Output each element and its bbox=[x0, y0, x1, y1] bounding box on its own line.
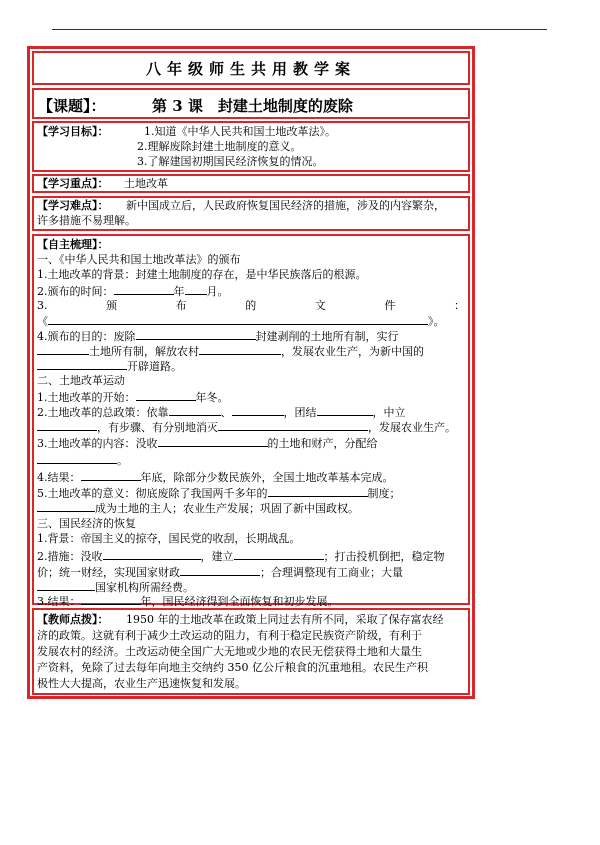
learning-goals bbox=[32, 121, 470, 172]
difficulty-text: 许多措施不易理解。 bbox=[37, 214, 136, 227]
section-heading: 二、土地改革运动 bbox=[37, 374, 125, 387]
review-line: 国家机构所需经费。 bbox=[37, 579, 194, 595]
tip-line: 1950 年的土地改革在政策上同过去有所不同，采取了保存富农经 bbox=[126, 613, 444, 626]
review-line: 3.土地改革的内容：没收 的土地和财产，分配给 bbox=[37, 437, 378, 450]
goal-item: 3.了解建国初期国民经济恢复的情况。 bbox=[137, 155, 324, 168]
review-line: 4.颁布的目的：废除 封建剥削的土地所有制，实行 bbox=[37, 330, 399, 343]
review-line: 土地所有制，解放农村 ，发展农业生产，为新中国的 bbox=[37, 343, 424, 359]
lesson-title: 第 3 课 封建土地制度的废除 bbox=[152, 97, 353, 115]
review-line: 1.背景：帝国主义的掠夺，国民党的收刮，长期战乱。 bbox=[37, 532, 301, 545]
document-title: 八年级师生共用教学案 bbox=[32, 51, 470, 85]
review-line: 1.土地改革的开始： 年冬。 bbox=[37, 391, 229, 404]
review-label: 【自主梳理】： bbox=[37, 238, 109, 251]
review-line: 1.土地改革的背景：封建土地制度的存在，是中华民族落后的根源。 bbox=[37, 268, 367, 281]
focus-text: 土地改革 bbox=[124, 177, 168, 190]
focus-label: 【学习重点】： bbox=[37, 177, 109, 190]
goal-item: 1.知道《中华人民共和国土地改革法》。 bbox=[144, 125, 336, 138]
tip-label: 【教师点拨】： bbox=[37, 613, 109, 626]
tip-line: 济的政策。这就有利于减少土改运动的阻力，有利于稳定民族资产阶级，有利于 bbox=[37, 629, 422, 642]
lesson-tag: 【课题】： bbox=[38, 97, 106, 115]
review-line: ，有步骤、有分别地消灭 ，发展农业生产。 bbox=[37, 419, 456, 435]
review-line: 2.土地改革的总政策：依靠 、 ，团结 ，中立 bbox=[37, 406, 406, 419]
section-heading: 一、《中华人民共和国土地改革法》的颁布 bbox=[37, 253, 241, 266]
section-heading: 三、国民经济的恢复 bbox=[37, 517, 136, 530]
learning-focus bbox=[32, 174, 470, 193]
self-review bbox=[32, 234, 470, 608]
review-line: 价；统一财经，实现国家财政 ；合理调整现有工商业；大量 bbox=[37, 566, 403, 579]
review-line: 3. 颁 布 的 文 件 ： bbox=[37, 299, 465, 312]
goal-item: 2.理解废除封建土地制度的意义。 bbox=[137, 140, 302, 153]
lesson-heading bbox=[32, 88, 470, 119]
goals-label: 【学习目标】： bbox=[37, 125, 109, 138]
tip-line: 产资料，免除了过去每年向地主交纳约 350 亿公斤粮食的沉重地租。农民生产积 bbox=[37, 661, 428, 674]
review-line: 《 》。 bbox=[37, 315, 445, 328]
tip-line: 极性大大提高，农业生产迅速恢复和发展。 bbox=[37, 677, 246, 690]
review-line: 。 bbox=[37, 452, 128, 468]
difficulty-text: 新中国成立后，人民政府恢复国民经济的措施，涉及的内容繁杂， bbox=[126, 199, 445, 212]
review-line: 3.结果： 年，国民经济得到全面恢复和初步发展。 bbox=[37, 595, 339, 608]
review-line: 2.措施：没收 ，建立 ；打击投机倒把，稳定物 bbox=[37, 550, 445, 563]
learning-difficulty bbox=[32, 196, 470, 231]
review-line: 成为土地的主人；农业生产发展；巩固了新中国政权。 bbox=[37, 500, 359, 516]
review-line: 4.结果： 年底，除部分少数民族外，全国土地改革基本完成。 bbox=[37, 471, 394, 484]
review-line: 5.土地改革的意义：彻底废除了我国两千多年的 制度； bbox=[37, 487, 401, 500]
header-rule bbox=[52, 29, 547, 30]
teacher-tip bbox=[32, 608, 470, 695]
tip-line: 发展农村的经济。土改运动使全国广大无地或少地的农民无偿获得土地和大量生 bbox=[37, 645, 422, 658]
difficulty-label: 【学习难点】： bbox=[37, 199, 109, 212]
review-line: 2.颁布的时间： 年 月。 bbox=[37, 285, 229, 298]
review-line: 开辟道路。 bbox=[37, 358, 182, 374]
